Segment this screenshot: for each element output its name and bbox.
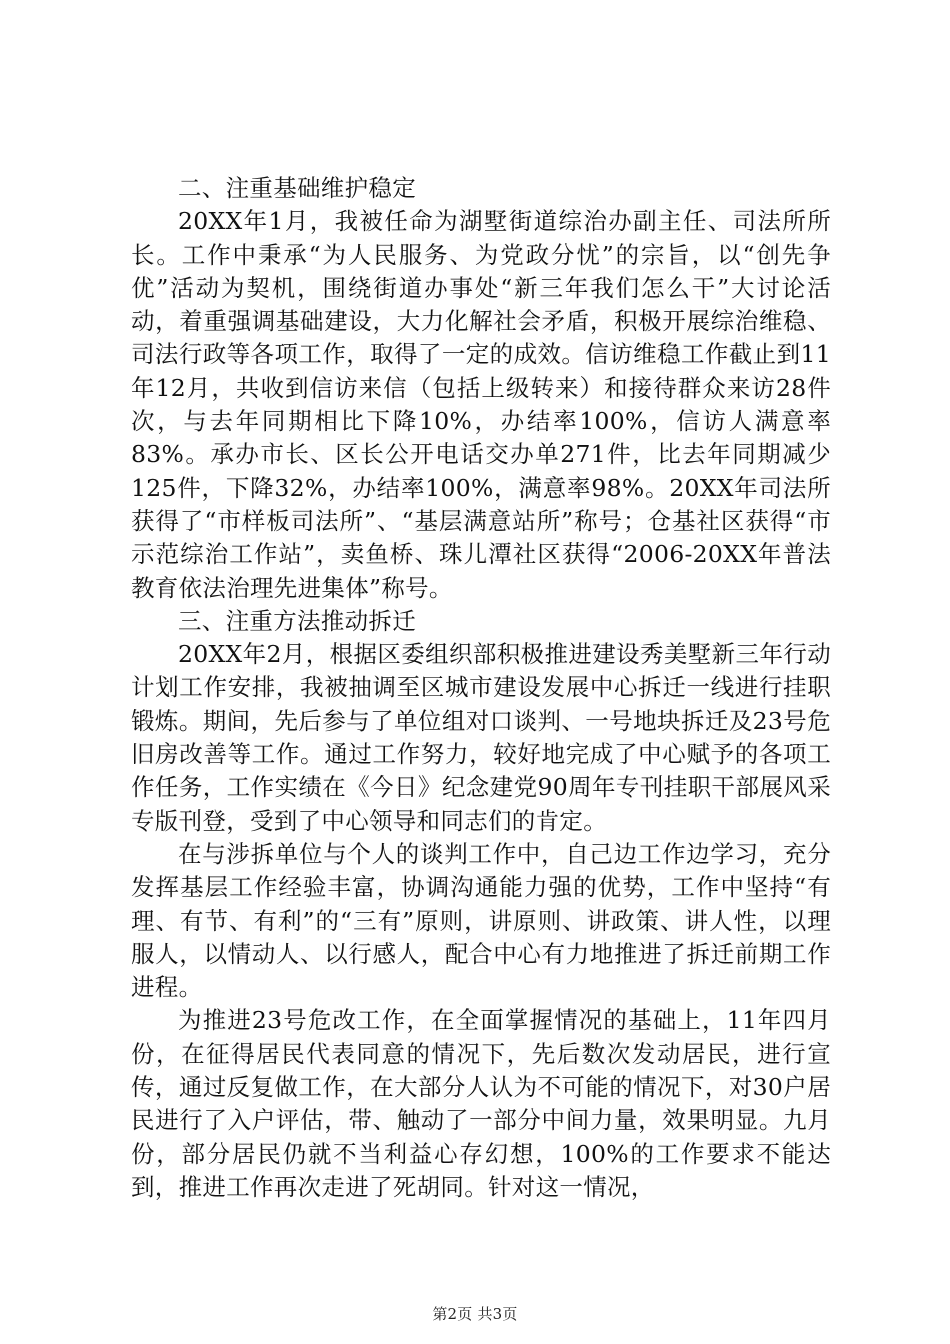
body-paragraph: 为推进23号危改工作，在全面掌握情况的基础上，11年四月份，在征得居民代表同意的情况下，先后数次发动居民，进行宣传，通过反复做工作，在大部分人认为不可能的情况下，对30户居民进行了入户评估，带、触动了一部分中间力量，效果明显。九月份，部分居民仍就不当利益心存幻想，100%的工作要求不能达到，推进工作再次走进了死胡同。针对这一情况， — [131, 1006, 831, 1201]
section-heading: 三、注重方法推动拆迁 — [178, 606, 416, 635]
body-paragraph: 20XX年2月，根据区委组织部积极推进建设秀美墅新三年行动计划工作安排，我被抽调至区城市建设发展中心拆迁一线进行挂职锻炼。期间，先后参与了单位组对口谈判、一号地块拆迁及23号危旧房改善等工作。通过工作努力，较好地完成了中心赋予的各项工作任务，工作实绩在《今日》纪念建党90周年专刊挂职干部展风采专版刊登，受到了中心领导和同志们的肯定。 — [131, 640, 831, 835]
body-paragraph: 在与涉拆单位与个人的谈判工作中，自己边工作边学习，充分发挥基层工作经验丰富，协调沟通能力强的优势，工作中坚持“有理、有节、有利”的“三有”原则，讲原则、讲政策、讲人性，以理服人，以情动人、以行感人，配合中心有力地推进了拆迁前期工作进程。 — [131, 839, 831, 1002]
document-body — [131, 172, 831, 1204]
section-heading: 二、注重基础维护稳定 — [178, 174, 416, 202]
page-number-footer: 第2页 共3页 — [432, 1305, 518, 1323]
body-paragraph: 20XX年1月，我被任命为湖墅街道综治办副主任、司法所所长。工作中秉承“为人民服务、为党政分忧”的宗旨，以“创先争优”活动为契机，围绕街道办事处“新三年我们怎么干”大讨论活动，着重强调基础建设，大力化解社会矛盾，积极开展综治维稳、司法行政等各项工作，取得了一定的成效。信访维稳工作截止到11年12月，共收到信访来信（包括上级转来）和接待群众来访28件次，与去年同期相比下降10%，办结率100%，信访人满意率83%。承办市长、区长公开电话交办单271件，比去年同期减少125件，下降32%，办结率100%，满意率98%。20XX年司法所获得了“市样板司法所”、“基层满意站所”称号；仓基社区获得“市示范综治工作站”，卖鱼桥、珠儿潭社区获得“2006-20XX年普法教育依法治理先进集体”称号。 — [131, 207, 831, 602]
